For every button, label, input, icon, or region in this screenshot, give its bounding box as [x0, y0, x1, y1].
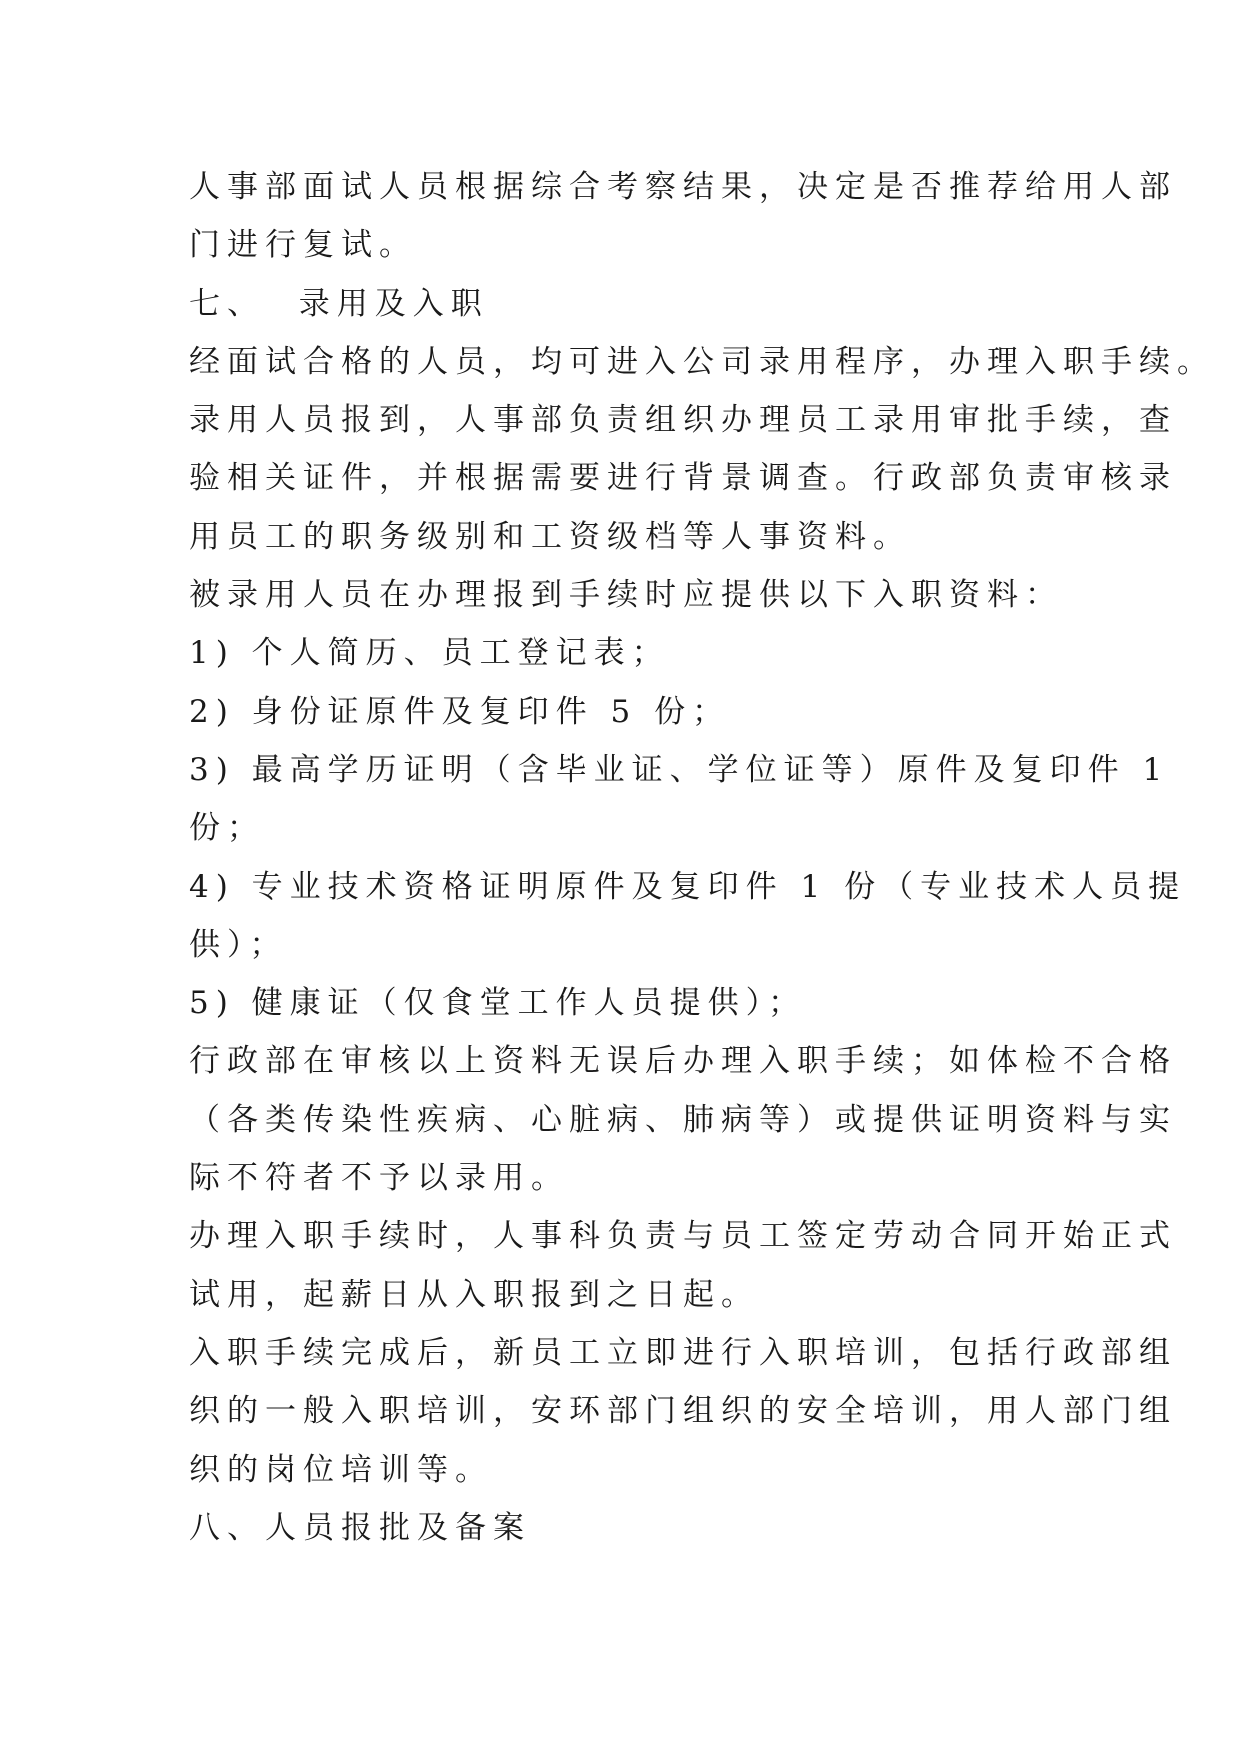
paragraph-line: 试用，起薪日从入职报到之日起。 — [189, 1276, 759, 1313]
paragraph-line: 经面试合格的人员，均可进入公司录用程序，办理入职手续。 — [189, 343, 1215, 380]
list-item: 2) 身份证原件及复印件 5 份； — [189, 693, 731, 730]
paragraph-line: 入职手续完成后，新员工立即进行入职培训，包括行政部组 — [189, 1334, 1177, 1371]
document-body — [189, 158, 1215, 1557]
paragraph-line: 行政部在审核以上资料无误后办理入职手续；如体检不合格 — [189, 1043, 1177, 1080]
paragraph-line: 织的岗位培训等。 — [189, 1451, 493, 1488]
paragraph-line: 人事部面试人员根据综合考察结果，决定是否推荐给用人部 — [189, 169, 1177, 205]
paragraph-line: 际不符者不予以录用。 — [189, 1160, 569, 1197]
list-item: 3) 最高学历证明（含毕业证、学位证等）原件及复印件 1 — [189, 751, 1170, 788]
paragraph-line: 用员工的职务级别和工资级档等人事资料。 — [189, 518, 911, 555]
list-item-continuation: 供）； — [189, 926, 288, 963]
paragraph-line: 被录用人员在办理报到手续时应提供以下入职资料： — [189, 577, 1063, 614]
paragraph-line: 办理入职手续时，人事科负责与员工签定劳动合同开始正式 — [189, 1218, 1177, 1255]
section-heading: 八、人员报批及备案 — [189, 1509, 531, 1546]
list-item-continuation: 份； — [189, 810, 265, 847]
list-item: 5) 健康证（仅食堂工作人员提供）； — [189, 985, 807, 1022]
paragraph-line: （各类传染性疾病、心脏病、肺病等）或提供证明资料与实 — [189, 1101, 1177, 1138]
paragraph-line: 录用人员报到，人事部负责组织办理员工录用审批手续，查 — [189, 402, 1177, 439]
list-item: 4) 专业技术资格证明原件及复印件 1 份（专业技术人员提 — [189, 868, 1187, 905]
list-item: 1) 个人简历、员工登记表； — [189, 635, 670, 672]
paragraph-line: 织的一般入职培训，安环部门组织的安全培训，用人部门组 — [189, 1393, 1177, 1430]
paragraph-line: 门进行复试。 — [189, 227, 417, 264]
section-heading: 七、 录用及入职 — [189, 285, 489, 322]
paragraph-line: 验相关证件，并根据需要进行背景调查。行政部负责审核录 — [189, 460, 1177, 497]
